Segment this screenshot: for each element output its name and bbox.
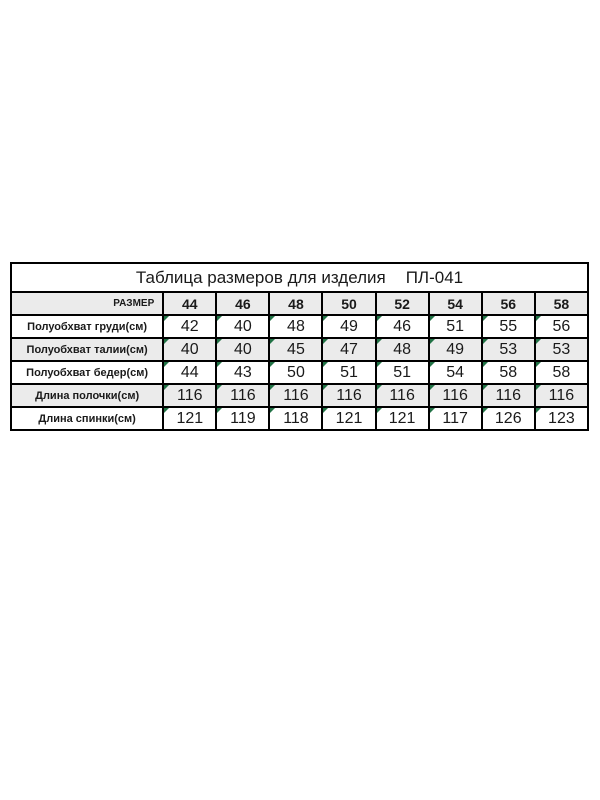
cell-value-text: 116 xyxy=(177,386,203,404)
cell-value-text: 121 xyxy=(176,409,204,427)
table-cell xyxy=(163,315,216,338)
cell-corner-triangle-icon xyxy=(323,362,328,367)
table-cell xyxy=(376,384,429,407)
table-cell xyxy=(482,361,535,384)
cell-value-text: 55 xyxy=(499,317,518,335)
table-cell xyxy=(429,407,482,430)
cell-value-text: 50 xyxy=(287,363,305,381)
cell-value-text: 54 xyxy=(446,363,465,381)
table-cell xyxy=(376,338,429,361)
cell-corner-triangle-icon xyxy=(217,362,222,367)
cell-corner-triangle-icon xyxy=(430,408,435,413)
cell-value-text: 116 xyxy=(548,386,575,404)
size-table xyxy=(10,262,589,431)
table-cell xyxy=(216,407,269,430)
table-title: Таблица размеров для изделия xyxy=(135,267,386,287)
cell-value-text: 51 xyxy=(340,363,358,381)
table-cell xyxy=(376,315,429,338)
cell-corner-triangle-icon xyxy=(536,408,541,413)
cell-corner-triangle-icon xyxy=(377,362,382,367)
table-cell xyxy=(163,407,216,430)
cell-corner-triangle-icon xyxy=(536,339,541,344)
cell-corner-triangle-icon xyxy=(536,362,541,367)
row-label: Длина полочки(см) xyxy=(11,384,163,407)
cell-corner-triangle-icon xyxy=(164,385,169,390)
cell-value-text: 49 xyxy=(340,317,358,335)
cell-corner-triangle-icon xyxy=(217,385,222,390)
cell-value-text: 116 xyxy=(389,386,415,404)
cell-corner-triangle-icon xyxy=(323,316,328,321)
table-cell xyxy=(269,361,322,384)
table-cell xyxy=(376,361,429,384)
column-header-size: 50 xyxy=(322,292,375,315)
cell-corner-triangle-icon xyxy=(164,339,169,344)
cell-value-text: 40 xyxy=(233,340,252,358)
cell-value-text: 119 xyxy=(230,409,256,427)
cell-value-text: 116 xyxy=(495,386,522,404)
cell-value-text: 51 xyxy=(446,317,465,335)
cell-value-text: 48 xyxy=(393,340,411,358)
table-cell xyxy=(482,338,535,361)
cell-corner-triangle-icon xyxy=(430,316,435,321)
table-cell xyxy=(163,338,216,361)
table-cell xyxy=(269,315,322,338)
cell-value-text: 40 xyxy=(233,317,252,335)
column-header-size: 48 xyxy=(269,292,322,315)
table-cell xyxy=(322,338,375,361)
cell-corner-triangle-icon xyxy=(164,362,169,367)
cell-value-text: 47 xyxy=(340,340,358,358)
table-title-cell xyxy=(11,263,588,292)
table-cell xyxy=(535,384,588,407)
cell-corner-triangle-icon xyxy=(377,316,382,321)
cell-corner-triangle-icon xyxy=(270,385,275,390)
cell-value-text: 46 xyxy=(393,317,411,335)
cell-corner-triangle-icon xyxy=(377,385,382,390)
table-cell xyxy=(163,384,216,407)
cell-value-text: 118 xyxy=(283,409,309,427)
cell-value-text: 123 xyxy=(548,409,575,427)
size-table-container xyxy=(10,262,589,431)
table-cell xyxy=(216,315,269,338)
cell-value-text: 43 xyxy=(233,363,252,381)
column-header-size: 52 xyxy=(376,292,429,315)
column-header-size: 56 xyxy=(482,292,535,315)
cell-corner-triangle-icon xyxy=(483,339,488,344)
cell-corner-triangle-icon xyxy=(323,408,328,413)
table-cell xyxy=(535,361,588,384)
table-cell xyxy=(535,315,588,338)
cell-value-text: 56 xyxy=(552,317,571,335)
table-cell xyxy=(269,407,322,430)
cell-corner-triangle-icon xyxy=(164,316,169,321)
cell-corner-triangle-icon xyxy=(377,408,382,413)
table-row xyxy=(11,338,588,361)
table-cell xyxy=(482,407,535,430)
cell-value-text: 45 xyxy=(287,340,305,358)
cell-value-text: 121 xyxy=(388,409,416,427)
cell-corner-triangle-icon xyxy=(377,339,382,344)
table-row xyxy=(11,361,588,384)
cell-value-text: 53 xyxy=(499,340,518,358)
column-header-size: 54 xyxy=(429,292,482,315)
cell-value-text: 116 xyxy=(230,386,256,404)
table-cell xyxy=(429,361,482,384)
cell-corner-triangle-icon xyxy=(536,316,541,321)
table-header-row xyxy=(11,292,588,315)
row-label: Полуобхват талии(см) xyxy=(11,338,163,361)
table-cell xyxy=(216,361,269,384)
table-cell xyxy=(535,407,588,430)
cell-corner-triangle-icon xyxy=(483,316,488,321)
cell-corner-triangle-icon xyxy=(430,362,435,367)
cell-corner-triangle-icon xyxy=(217,316,222,321)
table-cell xyxy=(163,361,216,384)
row-label: Полуобхват груди(см) xyxy=(11,315,163,338)
table-row xyxy=(11,407,588,430)
cell-corner-triangle-icon xyxy=(430,385,435,390)
cell-value-text: 42 xyxy=(180,317,199,335)
cell-value-text: 48 xyxy=(287,317,305,335)
column-header-size: 46 xyxy=(216,292,269,315)
cell-value-text: 116 xyxy=(442,386,468,404)
table-cell xyxy=(429,315,482,338)
table-cell xyxy=(322,315,375,338)
cell-value-text: 117 xyxy=(442,409,468,427)
cell-corner-triangle-icon xyxy=(270,316,275,321)
column-header-size: 58 xyxy=(535,292,588,315)
cell-corner-triangle-icon xyxy=(270,362,275,367)
table-cell xyxy=(269,384,322,407)
cell-corner-triangle-icon xyxy=(217,408,222,413)
cell-corner-triangle-icon xyxy=(430,339,435,344)
table-cell xyxy=(269,338,322,361)
table-cell xyxy=(322,384,375,407)
cell-corner-triangle-icon xyxy=(270,408,275,413)
table-row xyxy=(11,315,588,338)
table-cell xyxy=(429,384,482,407)
cell-value-text: 49 xyxy=(446,340,465,358)
table-title-row xyxy=(11,263,588,292)
cell-value-text: 51 xyxy=(393,363,411,381)
table-cell xyxy=(376,407,429,430)
cell-value-text: 121 xyxy=(335,409,363,427)
table-cell xyxy=(535,338,588,361)
cell-value-text: 116 xyxy=(283,386,309,404)
cell-corner-triangle-icon xyxy=(536,385,541,390)
column-header-size: 44 xyxy=(163,292,216,315)
cell-corner-triangle-icon xyxy=(483,362,488,367)
table-row xyxy=(11,384,588,407)
cell-value-text: 116 xyxy=(336,386,362,404)
cell-value-text: 44 xyxy=(180,363,199,381)
table-cell xyxy=(322,407,375,430)
cell-value-text: 58 xyxy=(499,363,518,381)
cell-corner-triangle-icon xyxy=(483,408,488,413)
table-cell xyxy=(482,315,535,338)
table-cell xyxy=(216,384,269,407)
cell-value-text: 40 xyxy=(180,340,199,358)
product-code: ПЛ-041 xyxy=(405,267,464,287)
cell-value-text: 126 xyxy=(494,409,522,427)
cell-corner-triangle-icon xyxy=(270,339,275,344)
cell-corner-triangle-icon xyxy=(217,339,222,344)
cell-corner-triangle-icon xyxy=(323,385,328,390)
size-header-label: РАЗМЕР xyxy=(11,292,163,315)
cell-value-text: 58 xyxy=(552,363,571,381)
table-cell xyxy=(429,338,482,361)
cell-corner-triangle-icon xyxy=(483,385,488,390)
table-cell xyxy=(216,338,269,361)
table-cell xyxy=(322,361,375,384)
row-label: Длина спинки(см) xyxy=(11,407,163,430)
cell-corner-triangle-icon xyxy=(164,408,169,413)
cell-value-text: 53 xyxy=(552,340,571,358)
table-cell xyxy=(482,384,535,407)
row-label: Полуобхват бедер(см) xyxy=(11,361,163,384)
cell-corner-triangle-icon xyxy=(323,339,328,344)
